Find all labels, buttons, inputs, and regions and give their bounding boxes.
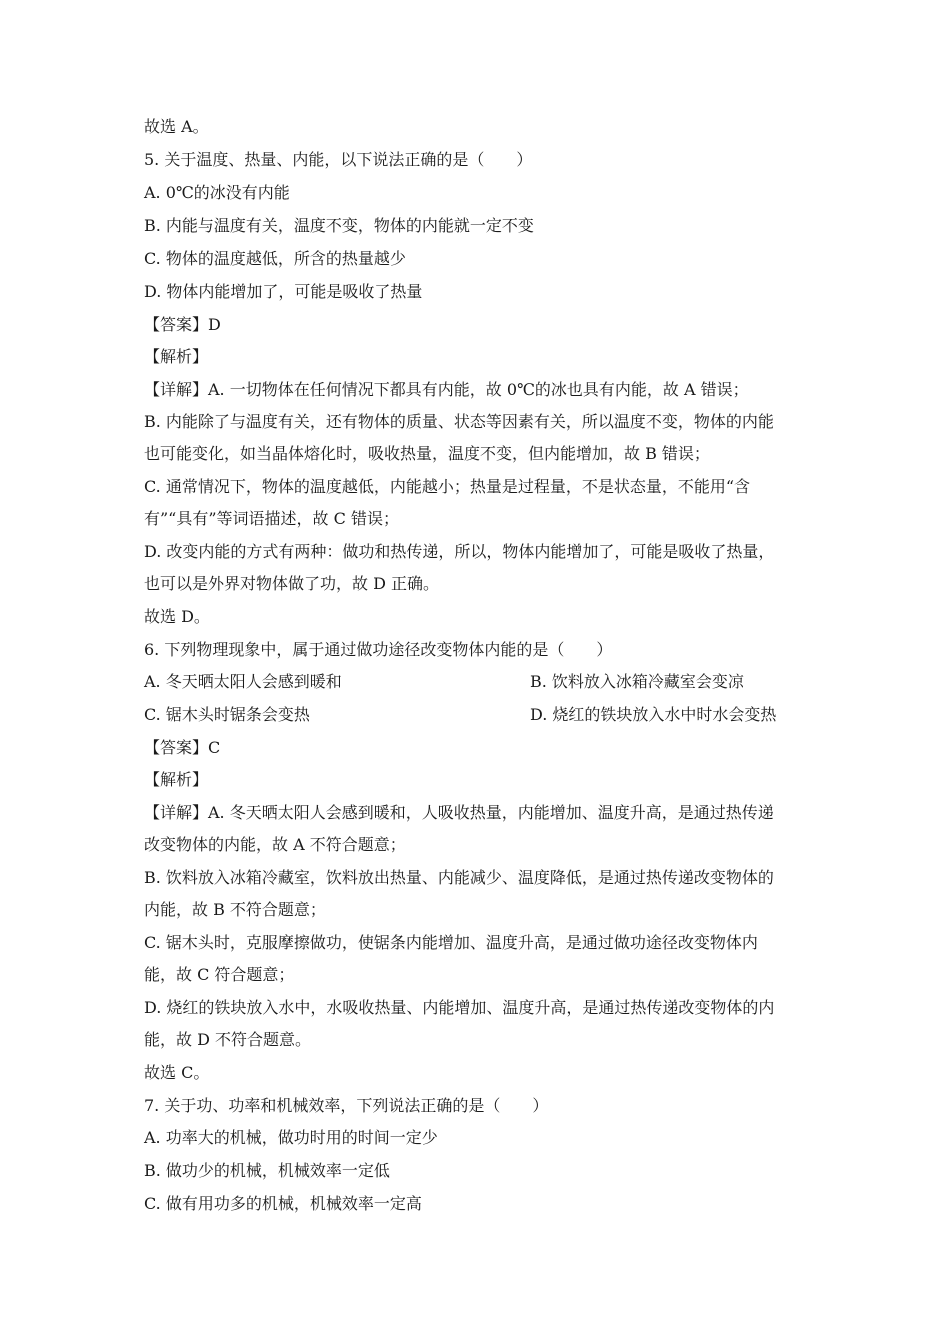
q5-detail-line: D. 改变内能的方式有两种：做功和热传递，所以，物体内能增加了，可能是吸收了热量， xyxy=(144,542,775,561)
q5-stem: 5. 关于温度、热量、内能，以下说法正确的是（ ） xyxy=(144,150,533,169)
q5-answer: 【答案】D xyxy=(144,315,221,334)
q6-detail-line: C. 锯木头时，克服摩擦做功，使锯条内能增加、温度升高，是通过做功途径改变物体内 xyxy=(144,933,758,952)
q7-stem: 7. 关于功、功率和机械效率，下列说法正确的是（ ） xyxy=(144,1096,549,1115)
q5-conclusion: 故选 D。 xyxy=(144,607,210,626)
q5-detail-line: B. 内能除了与温度有关，还有物体的质量、状态等因素有关，所以温度不变，物体的内能 xyxy=(144,412,774,431)
q7-option-a: A. 功率大的机械，做功时用的时间一定少 xyxy=(144,1128,438,1147)
q6-stem: 6. 下列物理现象中，属于通过做功途径改变物体内能的是（ ） xyxy=(144,640,613,659)
q5-detail-line: 【详解】A. 一切物体在任何情况下都具有内能，故 0℃的冰也具有内能，故 A 错误； xyxy=(144,380,749,399)
q6-option-a: A. 冬天晒太阳人会感到暖和 xyxy=(144,672,342,691)
q6-conclusion: 故选 C。 xyxy=(144,1063,210,1082)
q7-option-b: B. 做功少的机械，机械效率一定低 xyxy=(144,1161,390,1180)
q6-option-d: D. 烧红的铁块放入水中时水会变热 xyxy=(530,705,777,724)
q5-detail-line: 有”“具有”等词语描述，故 C 错误； xyxy=(144,509,399,528)
q6-answer: 【答案】C xyxy=(144,738,221,757)
q6-options-row-2 xyxy=(144,705,810,725)
q5-option-b: B. 内能与温度有关，温度不变，物体的内能就一定不变 xyxy=(144,216,534,235)
q4-conclusion: 故选 A。 xyxy=(144,117,209,136)
q5-option-c: C. 物体的温度越低，所含的热量越少 xyxy=(144,249,406,268)
q5-detail-line: 也可以是外界对物体做了功，故 D 正确。 xyxy=(144,574,440,593)
q5-option-d: D. 物体内能增加了，可能是吸收了热量 xyxy=(144,282,423,301)
q6-detail-line: D. 烧红的铁块放入水中，水吸收热量、内能增加、温度升高，是通过热传递改变物体的内 xyxy=(144,998,775,1017)
q6-option-b: B. 饮料放入冰箱冷藏室会变凉 xyxy=(530,672,744,691)
q6-detail-line: 改变物体的内能，故 A 不符合题意； xyxy=(144,835,406,854)
q6-analysis-tag: 【解析】 xyxy=(144,770,209,789)
q6-option-c: C. 锯木头时锯条会变热 xyxy=(144,705,310,724)
q5-analysis-tag: 【解析】 xyxy=(144,347,209,366)
q6-detail-line: 能，故 D 不符合题意。 xyxy=(144,1030,312,1049)
q6-options-row-1 xyxy=(144,672,810,692)
q6-detail-line: 能，故 C 符合题意； xyxy=(144,965,295,984)
q5-detail-line: C. 通常情况下，物体的温度越低，内能越小；热量是过程量，不是状态量，不能用“含 xyxy=(144,477,751,496)
q5-detail-line: 也可能变化，如当晶体熔化时，吸收热量，温度不变，但内能增加，故 B 错误； xyxy=(144,444,710,463)
q6-detail-line: 【详解】A. 冬天晒太阳人会感到暖和，人吸收热量，内能增加、温度升高，是通过热传递 xyxy=(144,803,774,822)
q6-detail-line: 内能，故 B 不符合题意； xyxy=(144,900,326,919)
q5-option-a: A. 0℃的冰没有内能 xyxy=(144,183,290,202)
q6-detail-line: B. 饮料放入冰箱冷藏室，饮料放出热量、内能减少、温度降低，是通过热传递改变物体的 xyxy=(144,868,774,887)
q7-option-c: C. 做有用功多的机械，机械效率一定高 xyxy=(144,1194,422,1213)
